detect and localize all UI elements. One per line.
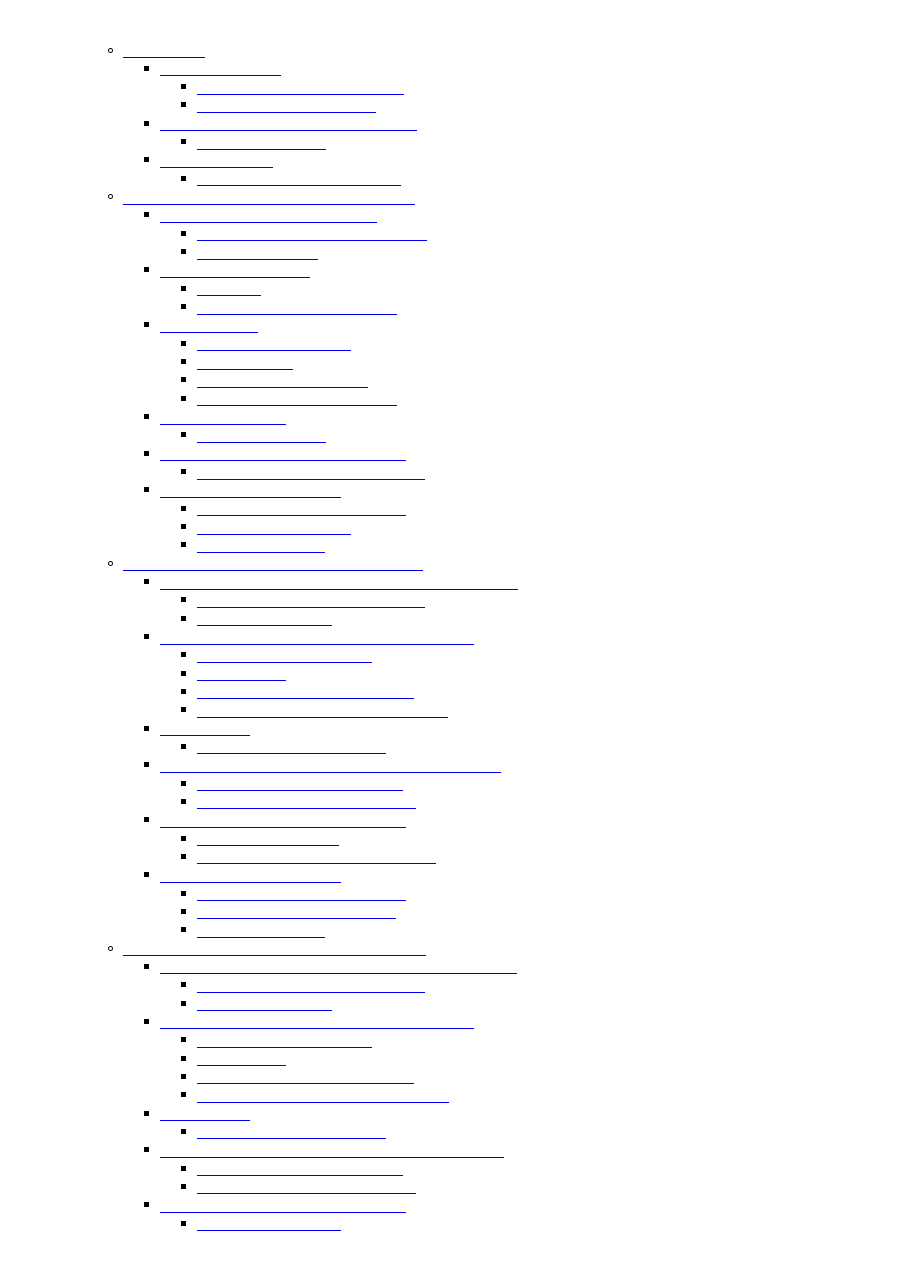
square-bullet-icon [144, 579, 149, 584]
square-bullet-icon [144, 121, 149, 126]
square-bullet-icon [181, 982, 186, 987]
list-item [0, 520, 909, 538]
square-bullet-icon [181, 652, 186, 657]
list-item [0, 575, 909, 593]
toc-link[interactable] [197, 227, 427, 242]
square-bullet-icon [181, 84, 186, 89]
toc-link[interactable] [160, 263, 310, 278]
square-bullet-icon [181, 854, 186, 859]
list-item [0, 392, 909, 410]
toc-link[interactable] [160, 1107, 250, 1122]
toc-link[interactable] [197, 98, 376, 113]
toc-link[interactable] [197, 1033, 372, 1048]
list-item [0, 960, 909, 978]
toc-link[interactable] [160, 1015, 474, 1030]
toc-link[interactable] [197, 1052, 286, 1067]
circle-bullet-icon [108, 946, 113, 951]
list-item [0, 80, 909, 98]
toc-link[interactable] [197, 502, 406, 517]
square-bullet-icon [181, 542, 186, 547]
list-item [0, 282, 909, 300]
toc-link[interactable] [197, 1217, 341, 1232]
circle-bullet-icon [108, 48, 113, 53]
list-item [0, 1107, 909, 1125]
list-item [0, 1217, 909, 1235]
toc-link[interactable] [197, 997, 332, 1012]
square-bullet-icon [144, 964, 149, 969]
list-item [0, 44, 909, 62]
toc-link[interactable] [160, 62, 281, 77]
square-bullet-icon [181, 597, 186, 602]
toc-link[interactable] [197, 1162, 403, 1177]
toc-link[interactable] [197, 428, 326, 443]
list-item [0, 667, 909, 685]
toc-link[interactable] [197, 135, 326, 150]
toc-link[interactable] [160, 117, 417, 132]
list-item [0, 795, 909, 813]
toc-link[interactable] [197, 1088, 449, 1103]
list-item [0, 337, 909, 355]
list-item [0, 740, 909, 758]
square-bullet-icon [181, 286, 186, 291]
list-item [0, 1088, 909, 1106]
list-item [0, 942, 909, 960]
list-item [0, 850, 909, 868]
square-bullet-icon [144, 322, 149, 327]
square-bullet-icon [181, 1221, 186, 1226]
list-item [0, 722, 909, 740]
square-bullet-icon [181, 139, 186, 144]
square-bullet-icon [181, 616, 186, 621]
square-bullet-icon [144, 1019, 149, 1024]
toc-link[interactable] [197, 465, 425, 480]
square-bullet-icon [181, 927, 186, 932]
list-item [0, 1180, 909, 1198]
square-bullet-icon [144, 634, 149, 639]
toc-link[interactable] [197, 887, 406, 902]
list-item [0, 978, 909, 996]
square-bullet-icon [181, 304, 186, 309]
list-item [0, 997, 909, 1015]
square-bullet-icon [181, 799, 186, 804]
square-bullet-icon [144, 66, 149, 71]
square-bullet-icon [181, 1001, 186, 1006]
toc-link[interactable] [197, 777, 403, 792]
toc-link[interactable] [197, 80, 404, 95]
square-bullet-icon [181, 744, 186, 749]
list-item [0, 1143, 909, 1161]
square-bullet-icon [144, 157, 149, 162]
list-item [0, 117, 909, 135]
square-bullet-icon [181, 1074, 186, 1079]
list-item [0, 190, 909, 208]
toc-link[interactable] [160, 483, 341, 498]
square-bullet-icon [181, 176, 186, 181]
square-bullet-icon [181, 524, 186, 529]
list-item [0, 428, 909, 446]
list-item [0, 208, 909, 226]
list-item [0, 557, 909, 575]
square-bullet-icon [144, 451, 149, 456]
toc-link[interactable] [160, 868, 341, 883]
square-bullet-icon [144, 212, 149, 217]
toc-link[interactable] [197, 1070, 414, 1085]
square-bullet-icon [181, 1166, 186, 1171]
square-bullet-icon [181, 1056, 186, 1061]
square-bullet-icon [181, 1129, 186, 1134]
toc-link[interactable] [160, 758, 501, 773]
square-bullet-icon [181, 1184, 186, 1189]
list-item [0, 538, 909, 556]
toc-link[interactable] [197, 795, 416, 810]
toc-link[interactable] [160, 960, 517, 975]
square-bullet-icon [181, 836, 186, 841]
square-bullet-icon [144, 817, 149, 822]
toc-link[interactable] [197, 245, 318, 260]
list-item [0, 593, 909, 611]
list-item [0, 1070, 909, 1088]
list-item [0, 1198, 909, 1216]
square-bullet-icon [181, 671, 186, 676]
square-bullet-icon [181, 377, 186, 382]
square-bullet-icon [181, 432, 186, 437]
list-item [0, 227, 909, 245]
list-item [0, 813, 909, 831]
list-item [0, 868, 909, 886]
square-bullet-icon [144, 872, 149, 877]
list-item [0, 245, 909, 263]
toc-link[interactable] [197, 282, 261, 297]
toc-link[interactable] [197, 923, 325, 938]
square-bullet-icon [181, 249, 186, 254]
list-item [0, 1033, 909, 1051]
toc-link[interactable] [123, 942, 426, 957]
square-bullet-icon [181, 469, 186, 474]
list-item [0, 483, 909, 501]
square-bullet-icon [181, 506, 186, 511]
toc-link[interactable] [197, 300, 397, 315]
list-item [0, 648, 909, 666]
list-item [0, 777, 909, 795]
list-item [0, 447, 909, 465]
toc-link[interactable] [160, 813, 406, 828]
toc-link[interactable] [197, 648, 372, 663]
square-bullet-icon [181, 1092, 186, 1097]
toc-link[interactable] [123, 44, 205, 59]
square-bullet-icon [181, 909, 186, 914]
toc-link[interactable] [197, 172, 401, 187]
square-bullet-icon [181, 1037, 186, 1042]
list-item [0, 135, 909, 153]
list-item [0, 1125, 909, 1143]
list-item [0, 923, 909, 941]
toc-link[interactable] [197, 850, 436, 865]
list-item [0, 685, 909, 703]
toc-link[interactable] [160, 722, 250, 737]
square-bullet-icon [144, 414, 149, 419]
list-item [0, 1052, 909, 1070]
toc-link[interactable] [197, 612, 332, 627]
square-bullet-icon [144, 1111, 149, 1116]
toc-link[interactable] [197, 978, 425, 993]
square-bullet-icon [144, 1147, 149, 1152]
toc-link[interactable] [197, 520, 351, 535]
list-item [0, 630, 909, 648]
square-bullet-icon [181, 341, 186, 346]
toc-link[interactable] [160, 410, 286, 425]
toc-link[interactable] [160, 1143, 504, 1158]
list-item [0, 153, 909, 171]
list-item [0, 98, 909, 116]
square-bullet-icon [144, 487, 149, 492]
toc-link[interactable] [197, 373, 368, 388]
square-bullet-icon [181, 689, 186, 694]
toc-link[interactable] [197, 1180, 416, 1195]
square-bullet-icon [144, 726, 149, 731]
list-item [0, 502, 909, 520]
circle-bullet-icon [108, 194, 113, 199]
square-bullet-icon [144, 1202, 149, 1207]
list-item [0, 465, 909, 483]
toc-link[interactable] [197, 538, 325, 553]
toc-link[interactable] [197, 685, 414, 700]
square-bullet-icon [144, 762, 149, 767]
list-item [0, 1162, 909, 1180]
list-item [0, 62, 909, 80]
toc-link[interactable] [160, 208, 377, 223]
toc-link[interactable] [123, 557, 423, 572]
square-bullet-icon [181, 396, 186, 401]
square-bullet-icon [181, 231, 186, 236]
square-bullet-icon [181, 781, 186, 786]
toc-link[interactable] [197, 667, 286, 682]
list-item [0, 355, 909, 373]
list-item [0, 703, 909, 721]
toc-link[interactable] [160, 153, 273, 168]
toc-link[interactable] [160, 1198, 406, 1213]
list-item [0, 612, 909, 630]
list-item [0, 318, 909, 336]
toc-link[interactable] [197, 703, 448, 718]
list-item [0, 263, 909, 281]
toc-link[interactable] [160, 318, 258, 333]
square-bullet-icon [181, 359, 186, 364]
list-item [0, 1015, 909, 1033]
toc-link[interactable] [197, 905, 396, 920]
list-item [0, 832, 909, 850]
list-item [0, 373, 909, 391]
square-bullet-icon [181, 891, 186, 896]
toc-link[interactable] [123, 190, 415, 205]
square-bullet-icon [181, 707, 186, 712]
toc-link[interactable] [160, 575, 518, 590]
toc-link[interactable] [197, 740, 386, 755]
list-item [0, 410, 909, 428]
toc-link[interactable] [197, 392, 397, 407]
circle-bullet-icon [108, 561, 113, 566]
square-bullet-icon [181, 102, 186, 107]
toc-link[interactable] [197, 337, 351, 352]
list-item [0, 887, 909, 905]
toc-link[interactable] [197, 593, 425, 608]
list-item [0, 758, 909, 776]
toc-link[interactable] [160, 630, 474, 645]
square-bullet-icon [144, 267, 149, 272]
list-item [0, 905, 909, 923]
toc-link[interactable] [197, 355, 293, 370]
toc-link[interactable] [160, 447, 406, 462]
toc-link[interactable] [197, 1125, 386, 1140]
toc-link[interactable] [197, 832, 339, 847]
list-item [0, 300, 909, 318]
list-item [0, 172, 909, 190]
